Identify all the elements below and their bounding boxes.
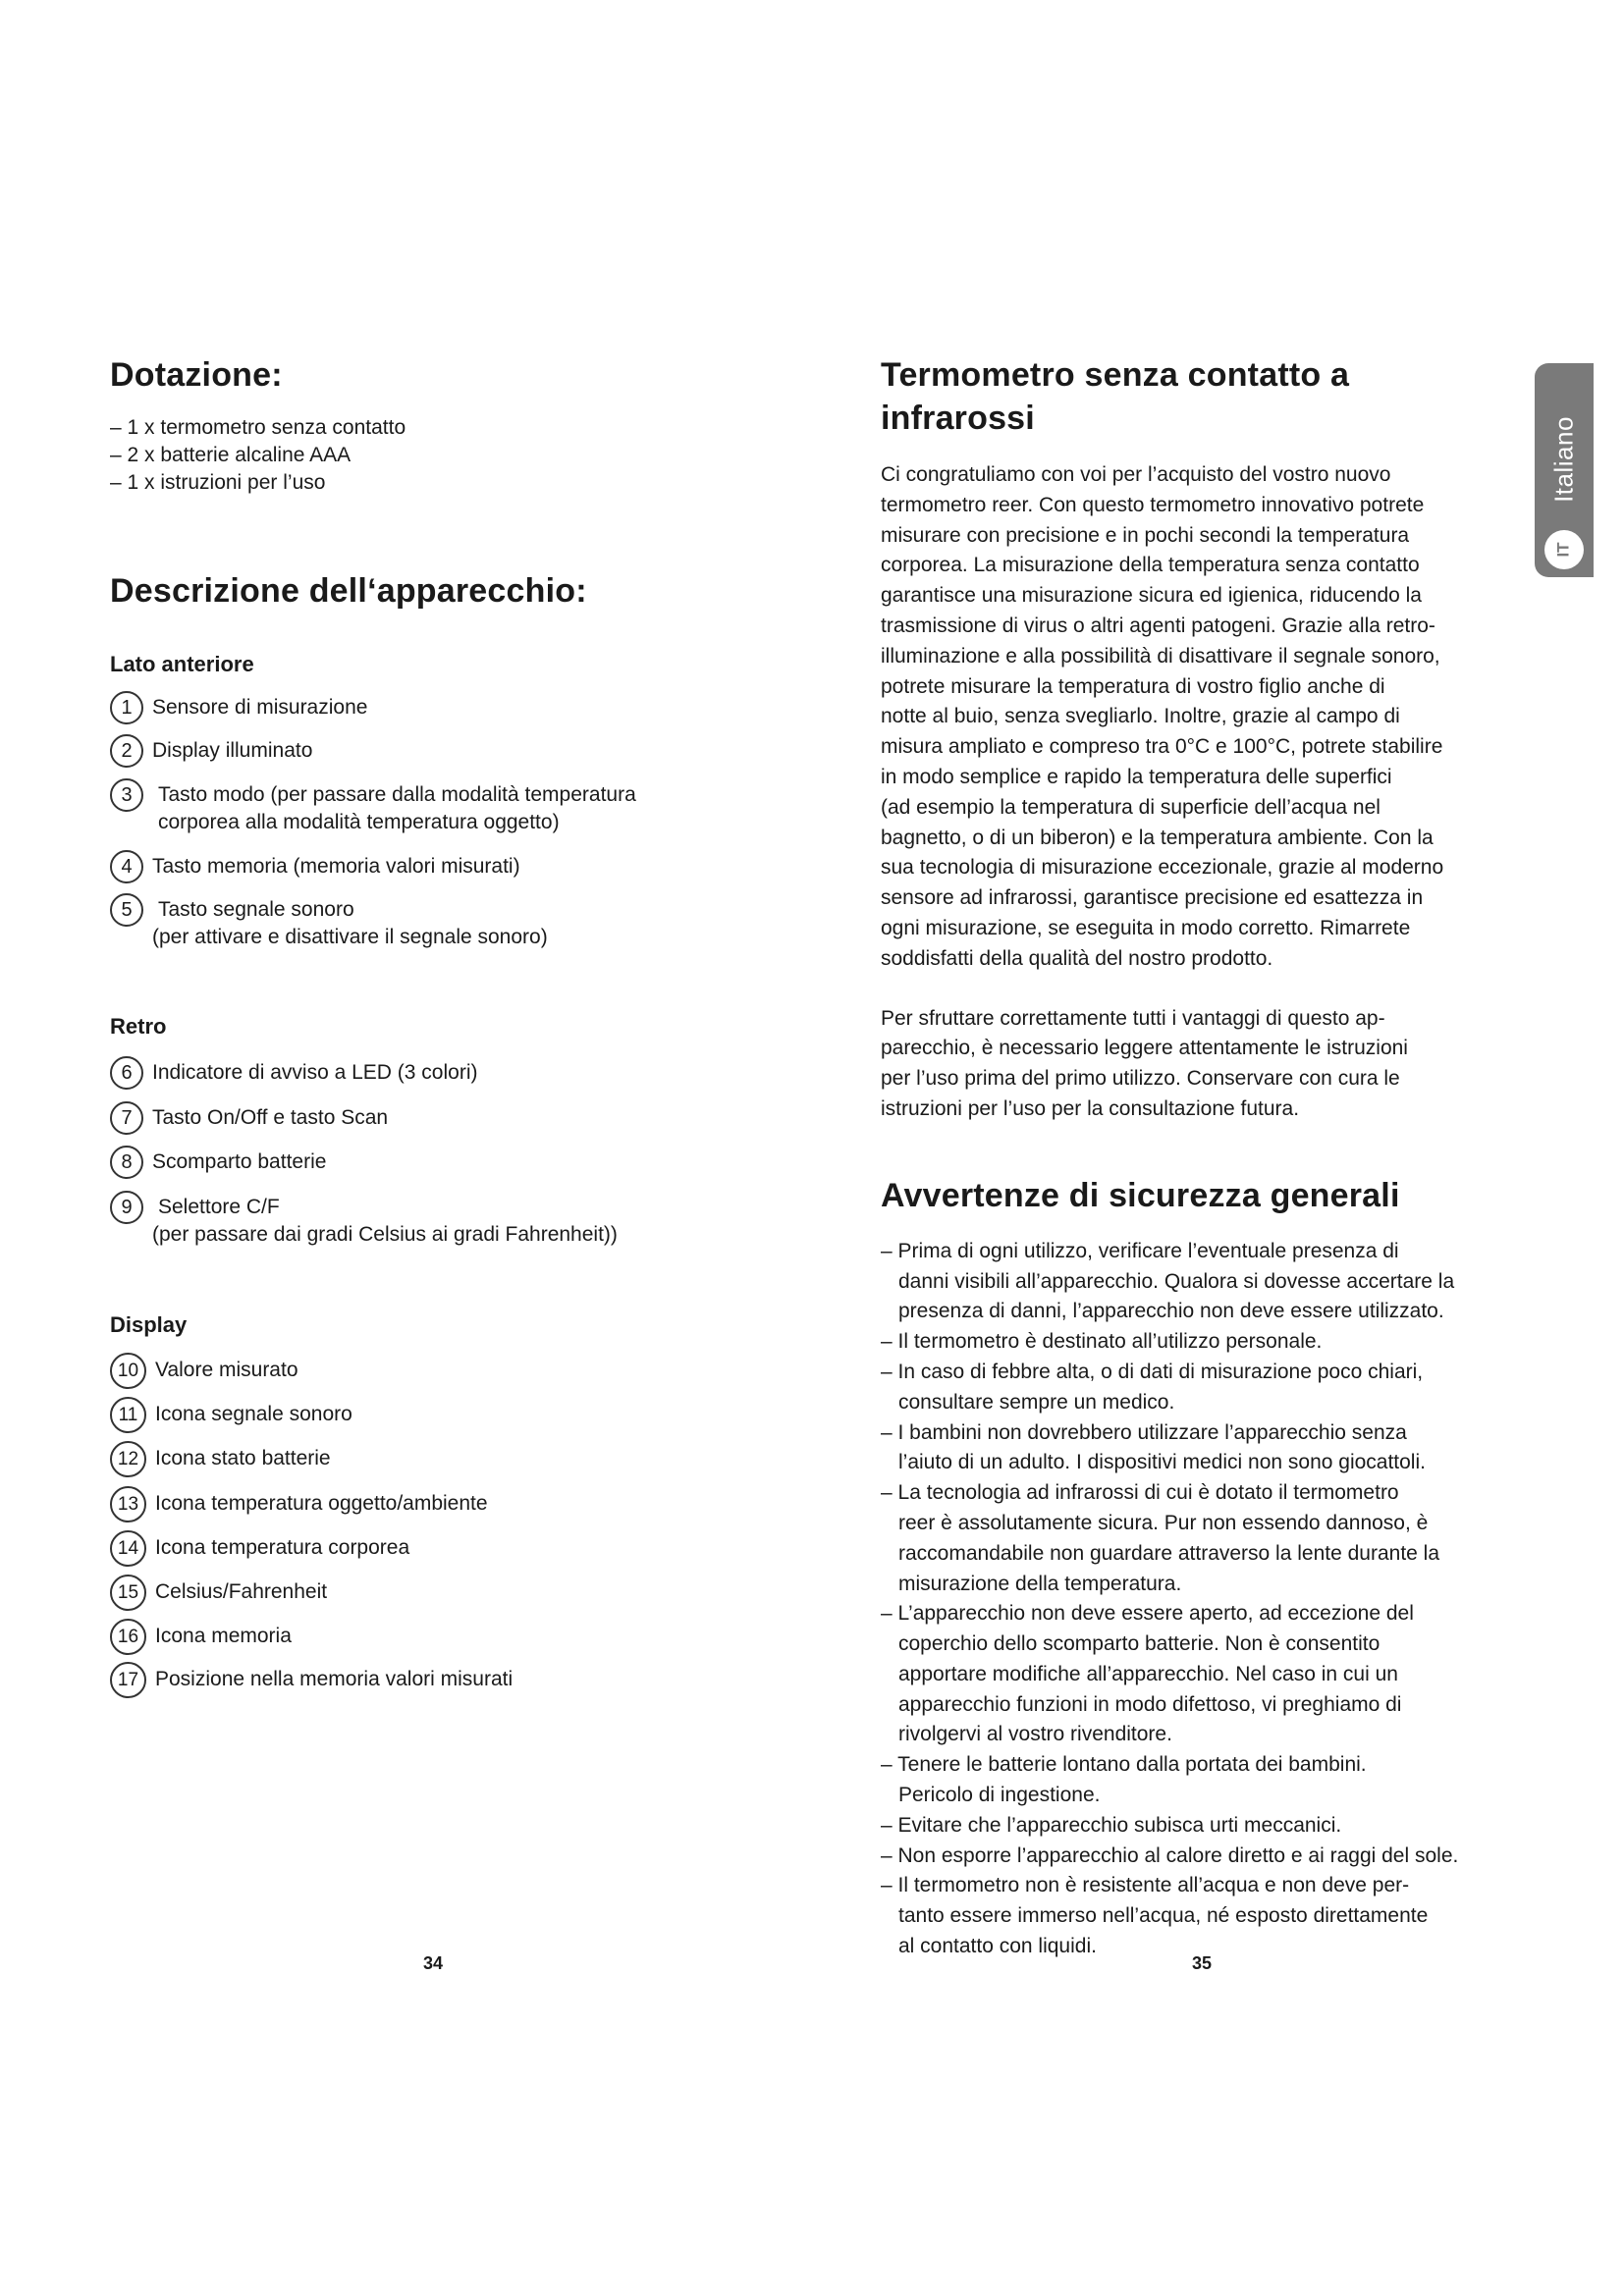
text-line: soddisfatti della qualità del nostro prodotto. — [881, 946, 1273, 970]
language-label: Italiano — [1548, 416, 1579, 503]
item-label: Tasto modo (per passare dalla modalità temperatura — [158, 783, 636, 806]
text-line: istruzioni per l’uso per la consultazione futura. — [881, 1096, 1300, 1120]
list-item — [110, 1104, 719, 1148]
list-item — [110, 1059, 719, 1104]
list-item: – 2 x batterie alcaline AAA — [110, 444, 352, 466]
text-line: danni visibili all’apparecchio. Qualora si dovesse accertare la — [898, 1269, 1455, 1293]
list-item — [881, 1358, 1489, 1418]
number-badge: 15 — [110, 1575, 146, 1611]
avvertenze-list — [881, 1237, 1489, 1962]
item-label: Scomparto batterie — [152, 1150, 327, 1173]
number-badge: 2 — [110, 734, 143, 768]
text-line: in modo semplice e rapido la temperatura delle superfici — [881, 765, 1392, 788]
text-line: notte al buio, senza svegliarlo. Inoltre, grazie al campo di — [881, 705, 1400, 728]
list-item — [110, 1401, 719, 1445]
item-sublabel: (per passare dai gradi Celsius ai gradi Fahrenheit)) — [152, 1223, 618, 1246]
list-item — [881, 1811, 1489, 1842]
item-label: Selettore C/F — [158, 1196, 280, 1218]
list-item — [110, 896, 719, 955]
right-page — [881, 353, 1489, 1962]
text-line: – Il termometro non è resistente all’acqua e non deve per- — [881, 1874, 1410, 1897]
text-line: – In caso di febbre alta, o di dati di misurazione poco chiari, — [881, 1360, 1424, 1383]
language-tab — [1535, 363, 1594, 577]
avvertenze-title: Avvertenze di sicurezza generali — [881, 1176, 1400, 1214]
page-number-left: 34 — [423, 1953, 444, 1973]
item-label: Icona temperatura corporea — [155, 1536, 410, 1559]
list-item — [881, 1871, 1489, 1961]
text-line: – Non esporre l’apparecchio al calore diretto e ai raggi del sole. — [881, 1843, 1459, 1867]
list-item: – 1 x istruzioni per l’uso — [110, 471, 326, 494]
list-item — [110, 694, 719, 737]
retro-list — [110, 1059, 719, 1253]
text-line: termometro reer. Con questo termometro innovativo potrete — [881, 493, 1425, 516]
item-label: Display illuminato — [152, 739, 313, 762]
item-label: Tasto memoria (memoria valori misurati) — [152, 855, 520, 878]
number-badge: 10 — [110, 1353, 146, 1389]
number-badge: 1 — [110, 691, 143, 724]
item-label: Tasto On/Off e tasto Scan — [152, 1106, 389, 1129]
list-item — [110, 1194, 719, 1253]
language-code: IT — [1553, 542, 1573, 558]
list-item — [881, 1750, 1489, 1811]
list-item — [110, 781, 719, 853]
intro-title: Termometro senza contatto a infrarossi — [881, 356, 1350, 437]
text-line: – L’apparecchio non deve essere aperto, ad eccezione del — [881, 1602, 1414, 1626]
text-line: rivolgervi al vostro rivenditore. — [898, 1723, 1172, 1746]
text-line: ogni misurazione, se eseguita in modo corretto. Rimarrete — [881, 916, 1411, 939]
text-line: l’aiuto di un adulto. I dispositivi medici non sono giocattoli. — [898, 1451, 1426, 1474]
text-line: parecchio, è necessario leggere attentamente le istruzioni — [881, 1037, 1408, 1060]
number-badge: 12 — [110, 1441, 146, 1477]
number-badge: 11 — [110, 1397, 146, 1433]
text-line: apportare modifiche all’apparecchio. Nel caso in cui un — [898, 1662, 1398, 1685]
descrizione-title: Descrizione dell‘apparecchio: — [110, 572, 587, 610]
list-item — [881, 1842, 1489, 1872]
left-page — [110, 353, 719, 1709]
list-item: – 1 x termometro senza contatto — [110, 416, 406, 439]
number-badge: 5 — [110, 893, 143, 927]
text-line: raccomandabile non guardare attraverso la lente durante la — [898, 1541, 1440, 1565]
text-line: Pericolo di ingestione. — [898, 1784, 1101, 1807]
text-line: potrete misurare la temperatura di vostro figlio anche di — [881, 674, 1385, 698]
list-item — [110, 1148, 719, 1194]
text-line: – Il termometro è destinato all’utilizzo personale. — [881, 1330, 1323, 1354]
text-line: al contatto con liquidi. — [898, 1935, 1097, 1958]
text-line: misurazione della temperatura. — [898, 1572, 1182, 1595]
number-badge: 3 — [110, 778, 143, 812]
number-badge: 14 — [110, 1530, 146, 1567]
page-number-right: 35 — [1192, 1953, 1213, 1973]
dotazione-title: Dotazione: — [110, 356, 283, 394]
display-list — [110, 1357, 719, 1709]
number-badge: 4 — [110, 850, 143, 883]
text-line: – La tecnologia ad infrarossi di cui è dotato il termometro — [881, 1481, 1399, 1505]
text-line: – Evitare che l’apparecchio subisca urti meccanici. — [881, 1813, 1342, 1837]
text-line: illuminazione e alla possibilità di disattivare il segnale sonoro, — [881, 644, 1440, 667]
language-code-badge — [1544, 530, 1584, 569]
text-line: – I bambini non dovrebbero utilizzare l’apparecchio senza — [881, 1420, 1407, 1444]
item-label: Icona memoria — [155, 1625, 292, 1647]
lato-anteriore-heading: Lato anteriore — [110, 652, 254, 676]
text-line: corporea. La misurazione della temperatura senza contatto — [881, 554, 1420, 577]
number-badge: 13 — [110, 1486, 146, 1522]
item-label: Tasto segnale sonoro — [158, 898, 354, 921]
retro-heading: Retro — [110, 1014, 167, 1039]
number-badge: 8 — [110, 1146, 143, 1179]
text-line: per l’uso prima del primo utilizzo. Conservare con cura le — [881, 1067, 1400, 1091]
text-line: Per sfruttare correttamente tutti i vantaggi di questo ap- — [881, 1006, 1385, 1030]
text-line: trasmissione di virus o altri agenti patogeni. Grazie alla retro- — [881, 614, 1435, 637]
list-item — [110, 1445, 719, 1490]
list-item — [110, 737, 719, 781]
list-item — [881, 1327, 1489, 1358]
list-item — [110, 1578, 719, 1623]
display-heading: Display — [110, 1312, 188, 1337]
text-line: Ci congratuliamo con voi per l’acquisto del vostro nuovo — [881, 463, 1391, 486]
list-item — [881, 1599, 1489, 1750]
item-label: Icona segnale sonoro — [155, 1403, 352, 1425]
text-line: apparecchio funzioni in modo difettoso, vi preghiamo di — [898, 1692, 1402, 1716]
text-line: sensore ad infrarossi, garantisce precisione ed esattezza in — [881, 886, 1424, 910]
item-label: Icona temperatura oggetto/ambiente — [155, 1492, 488, 1515]
text-line: coperchio dello scomparto batterie. Non è consentito — [898, 1632, 1380, 1656]
text-line: garantisce una misurazione sicura ed igienica, riducendo la — [881, 584, 1422, 608]
text-line: misurare con precisione e in pochi secondi la temperatura — [881, 523, 1410, 547]
list-item — [881, 1237, 1489, 1327]
text-line: bagnetto, o di un biberon) e la temperatura ambiente. Con la — [881, 826, 1434, 849]
item-sublabel: (per attivare e disattivare il segnale sonoro) — [152, 926, 548, 948]
list-item — [110, 1357, 719, 1401]
item-label: Valore misurato — [155, 1359, 298, 1381]
text-line: – Tenere le batterie lontano dalla portata dei bambini. — [881, 1753, 1367, 1777]
number-badge: 17 — [110, 1662, 146, 1698]
anteriore-list — [110, 694, 719, 955]
item-label: Celsius/Fahrenheit — [155, 1580, 328, 1603]
text-line: tanto essere immerso nell’acqua, né esposto direttamente — [898, 1904, 1429, 1928]
number-badge: 9 — [110, 1191, 143, 1224]
list-item — [110, 853, 719, 896]
text-line: sua tecnologia di misurazione eccezionale, grazie al moderno — [881, 856, 1444, 880]
dotazione-list — [110, 414, 719, 497]
list-item — [881, 1478, 1489, 1599]
item-sublabel: corporea alla modalità temperatura oggetto) — [158, 811, 560, 833]
number-badge: 7 — [110, 1101, 143, 1135]
item-label: Icona stato batterie — [155, 1447, 331, 1469]
list-item — [110, 1666, 719, 1709]
number-badge: 6 — [110, 1056, 143, 1090]
text-line: misura ampliato e compreso tra 0°C e 100°C, potrete stabilire — [881, 735, 1443, 759]
list-item — [110, 1490, 719, 1534]
text-line: reer è assolutamente sicura. Pur non essendo dannoso, è — [898, 1511, 1429, 1534]
item-label: Indicatore di avviso a LED (3 colori) — [152, 1061, 478, 1084]
item-label: Sensore di misurazione — [152, 696, 368, 719]
text-line: (ad esempio la temperatura di superficie dell’acqua nel — [881, 795, 1380, 819]
text-line: – Prima di ogni utilizzo, verificare l’eventuale presenza di — [881, 1239, 1399, 1262]
list-item — [110, 1623, 719, 1666]
intro-paragraph-1 — [881, 460, 1489, 975]
intro-paragraph-2 — [881, 1004, 1489, 1125]
number-badge: 16 — [110, 1619, 146, 1655]
text-line: presenza di danni, l’apparecchio non deve essere utilizzato. — [898, 1300, 1444, 1323]
list-item — [881, 1418, 1489, 1479]
list-item — [110, 1534, 719, 1578]
item-label: Posizione nella memoria valori misurati — [155, 1668, 514, 1690]
text-line: consultare sempre un medico. — [898, 1390, 1175, 1414]
